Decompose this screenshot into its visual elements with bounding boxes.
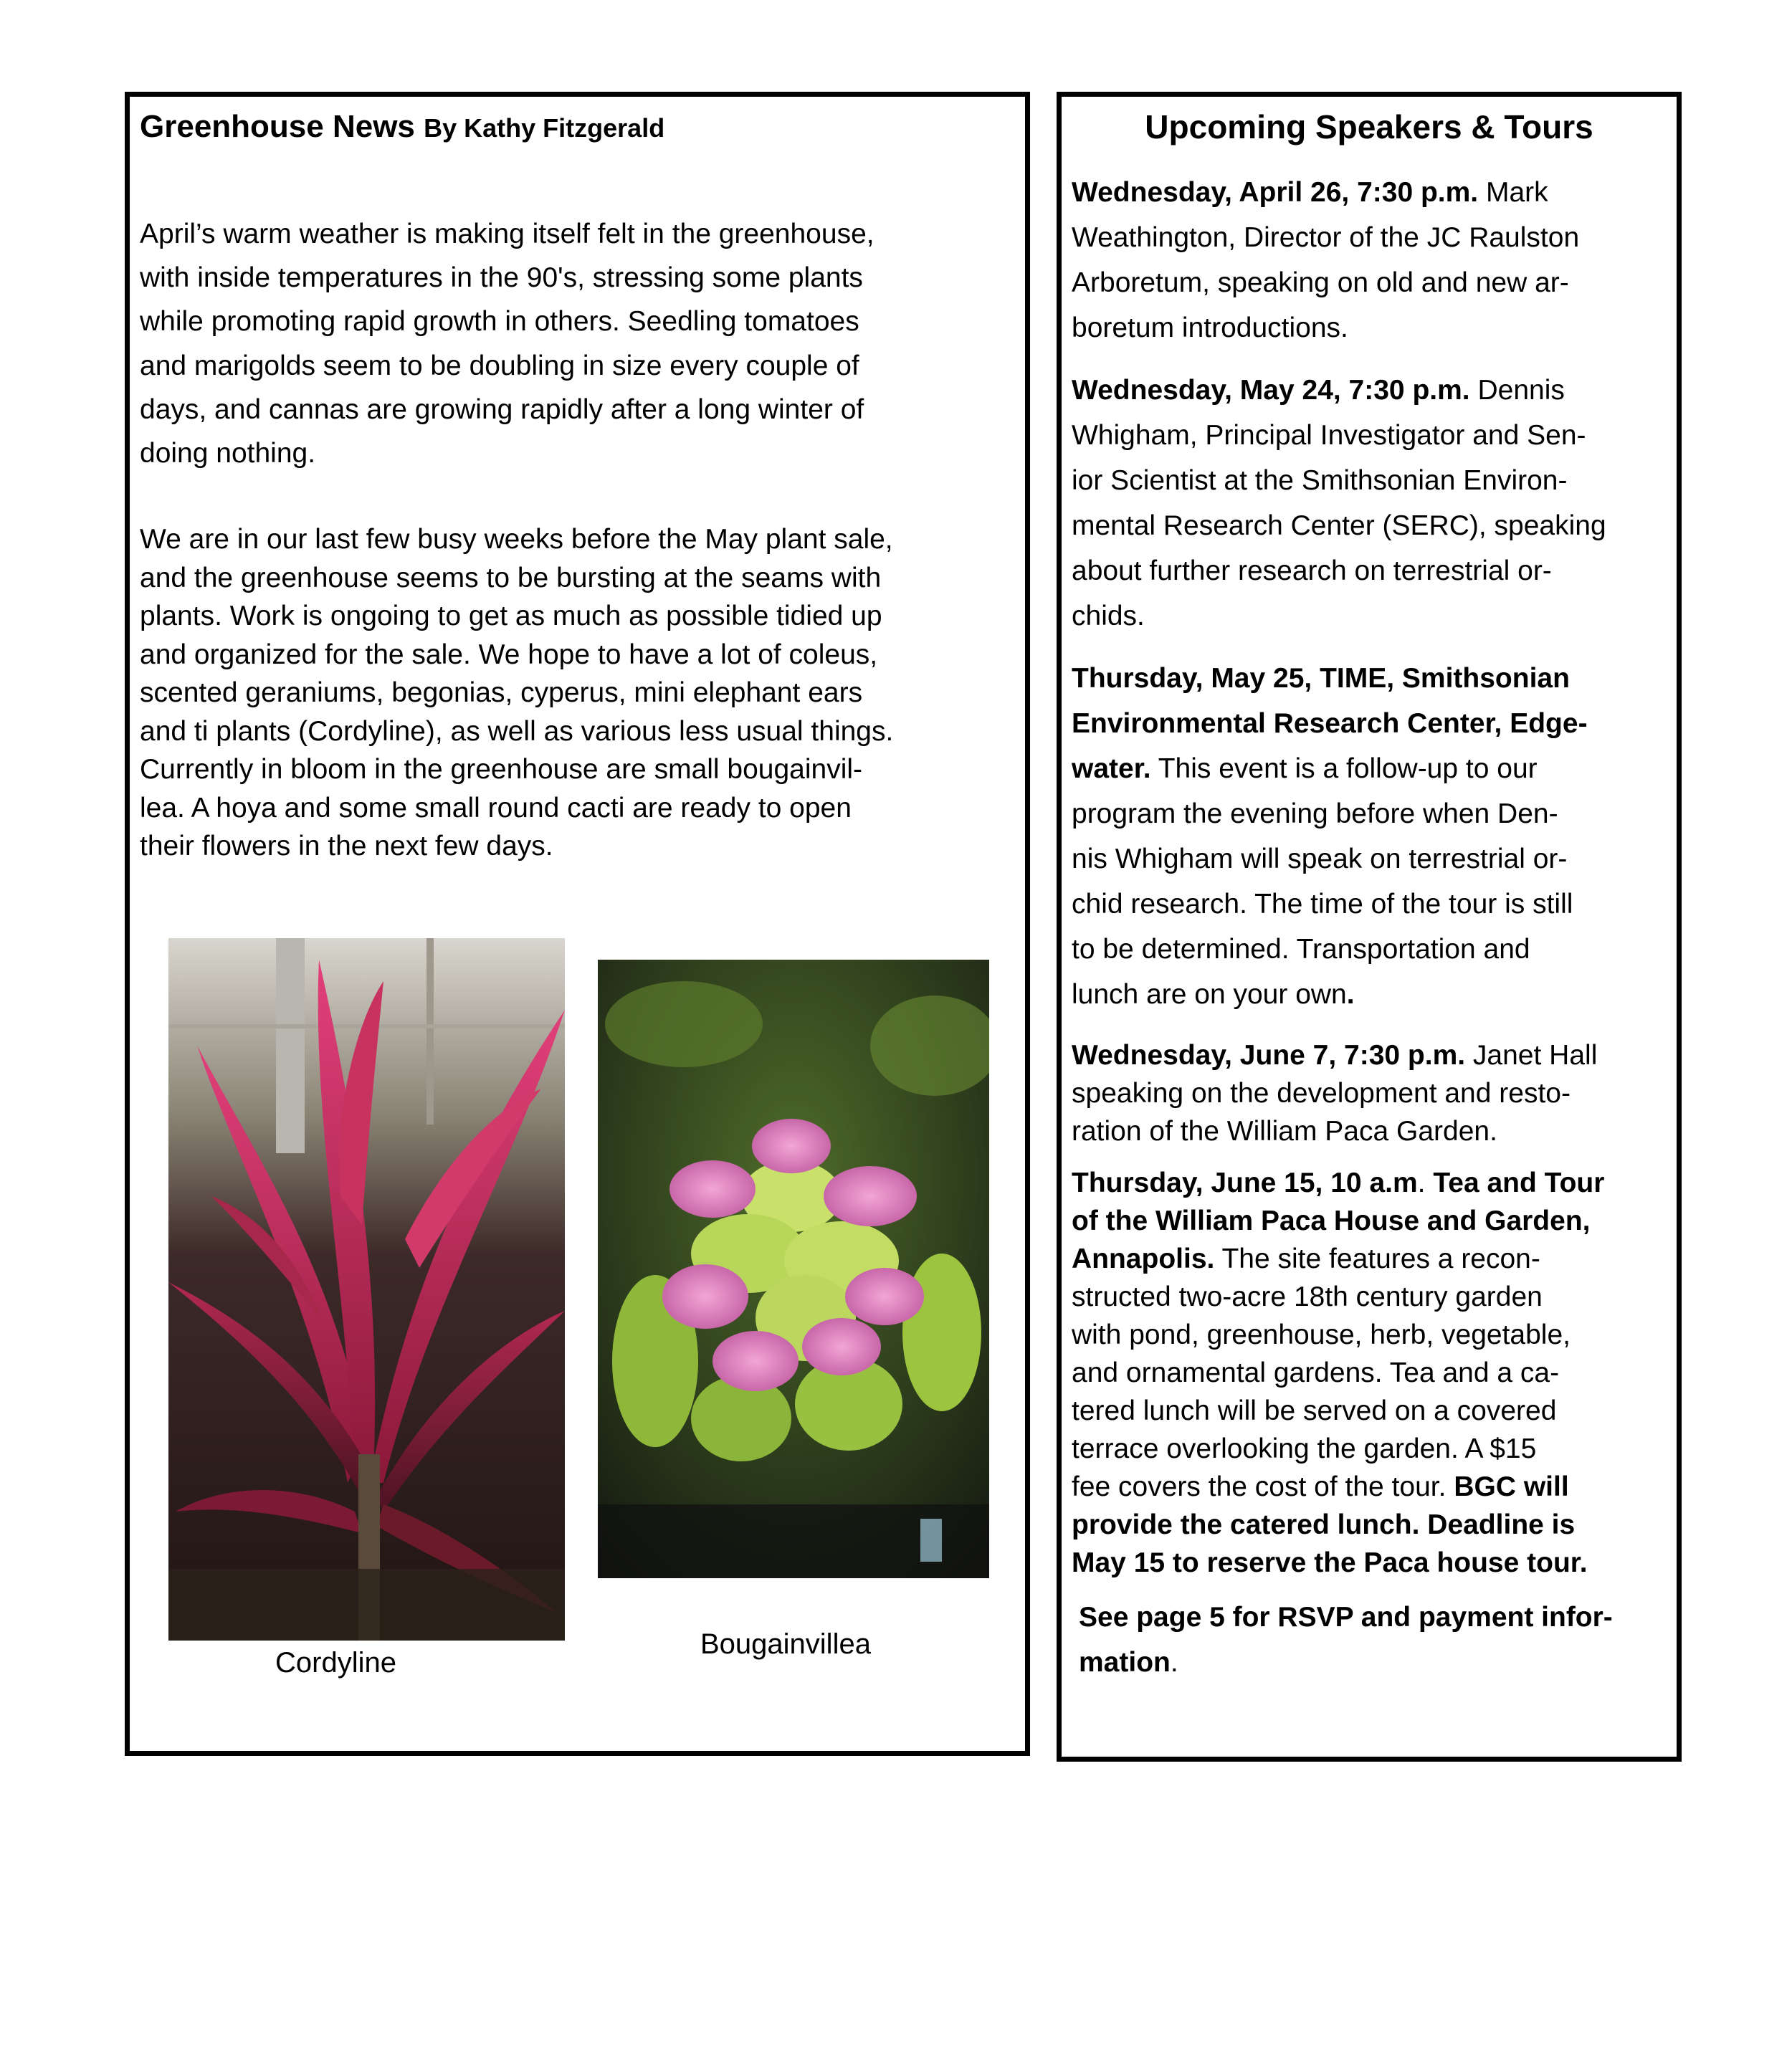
event-text: Janet Hall [1465,1040,1598,1071]
rsvp-text: See page 5 for RSVP and payment infor- [1079,1602,1613,1633]
event-line: ration of the William Paca Garden. [1072,1116,1497,1147]
event-date: Thursday, May 25, TIME, Smithsonian [1072,663,1570,694]
text-line: while promoting rapid growth in others. Seedling tomatoes [140,306,859,338]
event-june-7 [1072,1036,1674,1150]
rsvp-period: . [1170,1647,1178,1678]
event-location: water. [1072,753,1151,784]
paragraph-weather [140,212,1018,475]
event-line [1072,1544,1674,1582]
event-line: structed two-acre 18th century garden [1072,1281,1543,1312]
text-line: April’s warm weather is making itself felt in the greenhouse, [140,219,874,249]
greenhouse-news-heading [140,109,664,145]
event-text: This event is a follow-up to our [1150,753,1538,784]
event-line [1072,972,1674,1017]
event-line: nis Whigham will speak on terrestrial or- [1072,844,1568,874]
event-line: and ornamental gardens. Tea and a ca- [1072,1357,1560,1388]
event-location: Annapolis. [1072,1243,1215,1274]
event-line [1072,1240,1674,1278]
event-line [1079,1640,1681,1685]
text-line: and the greenhouse seems to be bursting at the seams with [140,562,882,593]
event-line: about further research on terrestrial or- [1072,555,1552,586]
event-line [1072,656,1674,701]
event-june-15 [1072,1164,1674,1582]
cordyline-caption: Cordyline [275,1647,396,1679]
event-line: Arboretum, speaking on old and new ar- [1072,267,1569,298]
event-line [1079,1595,1681,1640]
event-date: Wednesday, April 26, 7:30 p.m. [1072,177,1479,208]
cordyline-illustration [168,938,565,1641]
event-text: Mark [1478,177,1548,208]
event-line: with pond, greenhouse, herb, vegetable, [1072,1319,1571,1350]
event-title: of the William Paca House and Garden, [1072,1206,1591,1236]
event-line: ior Scientist at the Smithsonian Environ- [1072,465,1568,496]
text-line: doing nothing. [140,438,316,469]
event-line: terrace overlooking the garden. A $15 [1072,1433,1537,1464]
event-location: Environmental Research Center, Edge- [1072,708,1588,739]
event-text: . [1417,1168,1426,1198]
rsvp-text: mation [1079,1647,1171,1678]
text-line: lea. A hoya and some small round cacti are ready to open [140,792,852,824]
event-line: boretum introductions. [1072,312,1348,343]
event-text: Dennis [1469,375,1565,406]
event-line [1072,170,1674,215]
event-date: Thursday, June 15, 10 a.m [1072,1168,1418,1198]
bougainvillea-photo [598,960,989,1578]
text-line: We are in our last few busy weeks before the May plant sale, [140,524,893,555]
event-may-25 [1072,656,1674,1017]
event-april-26 [1072,170,1674,350]
event-line [1072,701,1674,746]
event-line [1072,1506,1674,1544]
bougainvillea-caption: Bougainvillea [700,1628,871,1660]
event-line: tered lunch will be served on a covered [1072,1395,1557,1426]
event-may-24 [1072,368,1674,639]
event-line [1072,1164,1674,1202]
event-line: to be determined. Transportation and [1072,934,1530,965]
byline: By Kathy Fitzgerald [424,113,665,143]
event-line: program the evening before when Den- [1072,798,1558,829]
text-line: days, and cannas are growing rapidly after a long winter of [140,393,864,425]
event-line: chid research. The time of the tour is still [1072,889,1573,920]
event-text: fee covers the cost of the tour. [1072,1471,1454,1502]
event-line [1072,1468,1674,1506]
event-line: Whigham, Principal Investigator and Sen- [1072,420,1586,451]
event-text-bold: May 15 to reserve the Paca house tour. [1072,1547,1588,1578]
rsvp-note [1079,1595,1681,1685]
bougainvillea-illustration [598,960,989,1578]
text-line: and ti plants (Cordyline), as well as various less usual things. [140,715,894,747]
event-text: The site features a recon- [1214,1243,1540,1274]
event-text: lunch are on your own [1072,979,1347,1010]
greenhouse-news-title: Greenhouse News [140,109,415,144]
event-title: Tea and Tour [1425,1168,1605,1198]
event-line [1072,368,1674,413]
event-line [1072,1202,1674,1240]
event-text-bold: provide the catered lunch. Deadline is [1072,1509,1576,1540]
text-line: plants. Work is ongoing to get as much as possible tidied up [140,601,882,631]
event-line [1072,1036,1674,1074]
event-line: chids. [1072,601,1145,631]
text-line: scented geraniums, begonias, cyperus, mini elephant ears [140,677,863,708]
event-line: Weathington, Director of the JC Raulston [1072,222,1580,253]
event-line [1072,746,1674,791]
text-line: their flowers in the next few days. [140,831,553,861]
event-line: mental Research Center (SERC), speaking [1072,510,1606,541]
text-line: with inside temperatures in the 90's, stressing some plants [140,262,863,294]
text-line: and marigolds seem to be doubling in size every couple of [140,350,859,381]
text-line: Currently in bloom in the greenhouse are small bougainvil- [140,754,863,785]
event-text-bold: . [1346,979,1355,1010]
paragraph-plant-sale [140,520,1018,866]
event-date: Wednesday, May 24, 7:30 p.m. [1072,375,1470,406]
speakers-tours-title: Upcoming Speakers & Tours [1145,108,1593,145]
event-date: Wednesday, June 7, 7:30 p.m. [1072,1040,1466,1071]
event-text-bold: BGC will [1454,1471,1569,1502]
cordyline-photo [168,938,565,1641]
text-line: and organized for the sale. We hope to have a lot of coleus, [140,639,878,670]
event-line: speaking on the development and resto- [1072,1078,1571,1109]
